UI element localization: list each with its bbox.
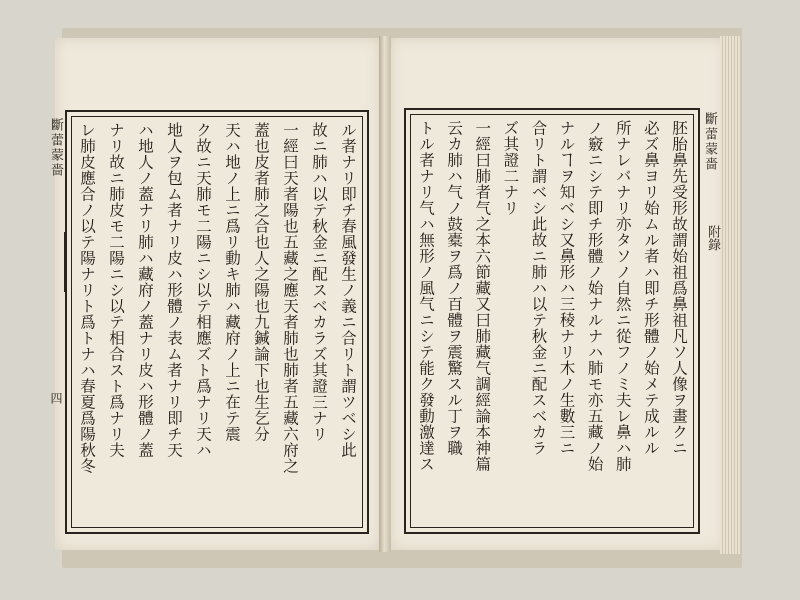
text-column: 所ナレバナリ亦タソノ自然ニ從フノミ夫レ鼻ハ肺: [613, 120, 632, 472]
left-folio-number: 四: [49, 392, 63, 404]
book-gutter: [379, 36, 391, 552]
text-column: ル者ナリ即チ春風發生ノ義ニ合リト謂ツベシ此: [339, 122, 357, 458]
text-column: ズ其證二ナリ: [501, 120, 520, 216]
text-column: 故ニ肺ハ以テ秋金ニ配スベカラズ其證三ナリ: [310, 122, 328, 442]
text-column: ク故ニ天肺モ二陽ニシ以テ相應ズト爲ナリ天ハ: [194, 122, 212, 458]
text-column: 必ズ鼻ヨリ始ムル者ハ即チ形體ノ始メテ成ルル: [641, 120, 660, 456]
text-column: ノ竅ニシテ即チ形體ノ始ナルナハ肺モ亦五藏ノ始: [585, 120, 604, 472]
text-column: 天ハ地ノ上ニ爲リ動キ肺ハ藏府ノ上ニ在テ震: [223, 122, 241, 442]
text-column: トル者ナリ气ハ無形ノ風气ニシテ能ク發動激達ス: [417, 120, 435, 472]
right-text-columns: [412, 120, 692, 522]
text-column: 胚胎鼻先受形故謂始祖爲鼻祖凡ソ人像ヲ畫クニ: [669, 120, 688, 456]
text-column: 地人ヲ包ム者ナリ皮ハ形體ノ表ム者ナリ即チ天: [165, 122, 183, 458]
text-column: ナリ故ニ肺皮モ二陽ニシ以テ相合スト爲ナリ夫: [107, 122, 125, 458]
right-text-frame: [404, 108, 700, 534]
text-column: 一經曰天者陽也五藏之應天者肺也肺者五藏六府之: [281, 122, 299, 474]
right-margin-title: 斷蕾蒙嗇: [702, 112, 717, 172]
text-column: ナルヿヲ知ベシ又鼻形ハ三稜ナリ木ノ生數三ニ: [557, 120, 576, 456]
left-text-frame: [65, 110, 369, 534]
text-column: 云カ肺ハ气ノ鼓橐ヲ爲ノ百體ヲ震驚スル丁ヲ職: [445, 120, 464, 456]
page-edges: [720, 36, 740, 554]
text-column: レ肺皮應合ノ以テ陽ナリト爲トナハ春夏爲陽秋冬: [78, 122, 96, 474]
left-text-columns: [73, 122, 361, 522]
text-column: ハ地人ノ蓋ナリ肺ハ藏府ノ蓋ナリ皮ハ形體ノ蓋: [136, 122, 154, 458]
right-section-label: 附錄: [705, 225, 720, 251]
text-column: 合リト謂ベシ此故ニ肺ハ以テ秋金ニ配スベカラ: [529, 120, 548, 456]
left-margin-title: 斷蕾蒙嗇: [48, 118, 63, 178]
text-column: 蓋也皮者肺之合也人之陽也九鍼論下也生乞分: [252, 122, 270, 442]
text-column: 一經曰肺者气之本六節藏又曰肺藏气調經論本神篇: [473, 120, 492, 472]
